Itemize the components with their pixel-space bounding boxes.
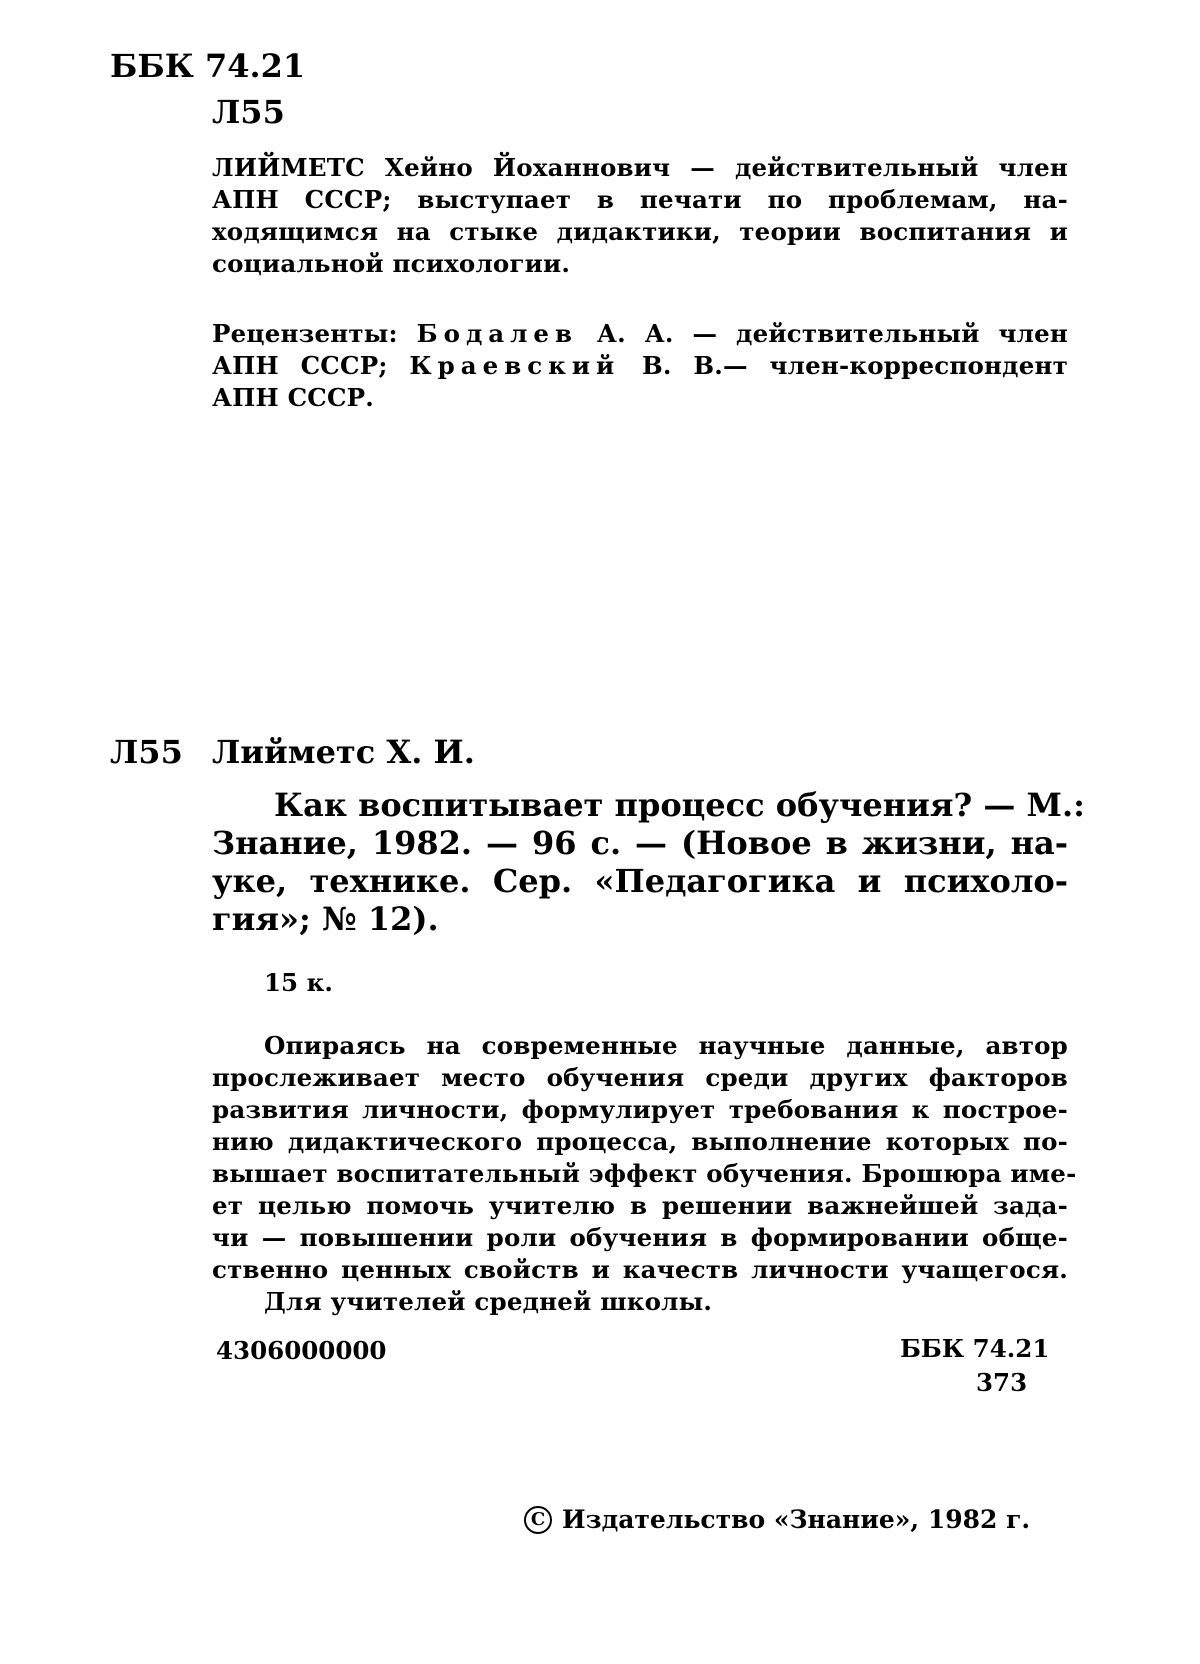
abstract-line: прослеживает место обучения среди других факторов [212,1063,1068,1092]
title-line: Как воспитывает процесс обучения? — М.: [274,786,1085,824]
bbk-classification-bottom: ББК 74.21 [900,1334,1050,1363]
author-code-top: Л55 [212,93,285,131]
bbk-author-mark: 373 [976,1368,1028,1397]
reviewer-2-prefix: АПН СССР; [212,351,410,380]
catalog-author-code: Л55 [110,733,183,771]
title-line: Знание, 1982. — 96 с. — (Новое в жизни, на- [212,824,1068,862]
abstract-line: ственно ценных свойств и качеств личности учащегося. [212,1255,1068,1284]
reviewer-1-description: А. А. — действительный член [578,319,1068,348]
author-note-line: АПН СССР; выступает в печати по проблемам, на- [212,185,1068,214]
author-note [212,152,1068,280]
price: 15 к. [264,968,333,997]
bbk-classification-top: ББК 74.21 [110,47,306,85]
author-note-line: ЛИЙМЕТС Хейно Йоханнович — действительный член [212,153,1068,182]
catalog-author-name: Лийметс Х. И. [212,733,475,771]
author-note-line: ходящимся на стыке дидактики, теории воспитания и [212,217,1068,246]
copyright-line [524,1504,1030,1536]
reviewers-line-3: АПН СССР. [212,383,375,412]
catalog-number: 4306000000 [216,1336,387,1365]
title-line: уке, технике. Сер. «Педагогика и психоло- [212,862,1068,900]
author-note-line: социальной психологии. [212,249,571,278]
title-line: гия»; № 12). [212,900,439,938]
copyright-icon: C [524,1506,552,1534]
catalog-author-row [110,732,475,772]
reviewer-name-kraevsky: Краевский [409,351,621,380]
abstract-line: вышает воспитательный эффект обучения. Брошюра име- [212,1159,1077,1188]
reviewers-block [212,318,1068,414]
abstract-line: развития личности, формулирует требования к построе- [212,1095,1068,1124]
abstract-line: чи — повышении роли обучения в формировании обще- [212,1223,1068,1252]
reviewer-name-bodalev: Бодалев [416,319,579,348]
reviewers-prefix: Рецензенты: [212,319,417,348]
abstract [212,1030,1077,1318]
bibliographic-description [212,786,1085,938]
reviewers-line-1 [212,318,1068,350]
abstract-audience: Для учителей средней школы. [264,1287,713,1316]
abstract-line: ет целью помочь учителю в решении важнейшей зада- [212,1191,1068,1220]
copyright-text: Издательство «Знание», 1982 г. [562,1505,1031,1534]
reviewers-line-2 [212,350,1068,382]
abstract-line: нию дидактического процесса, выполнение которых по- [212,1127,1068,1156]
abstract-line: Опираясь на современные научные данные, автор [264,1031,1068,1060]
reviewer-2-description: В. В.— член-корреспондент [620,351,1069,380]
